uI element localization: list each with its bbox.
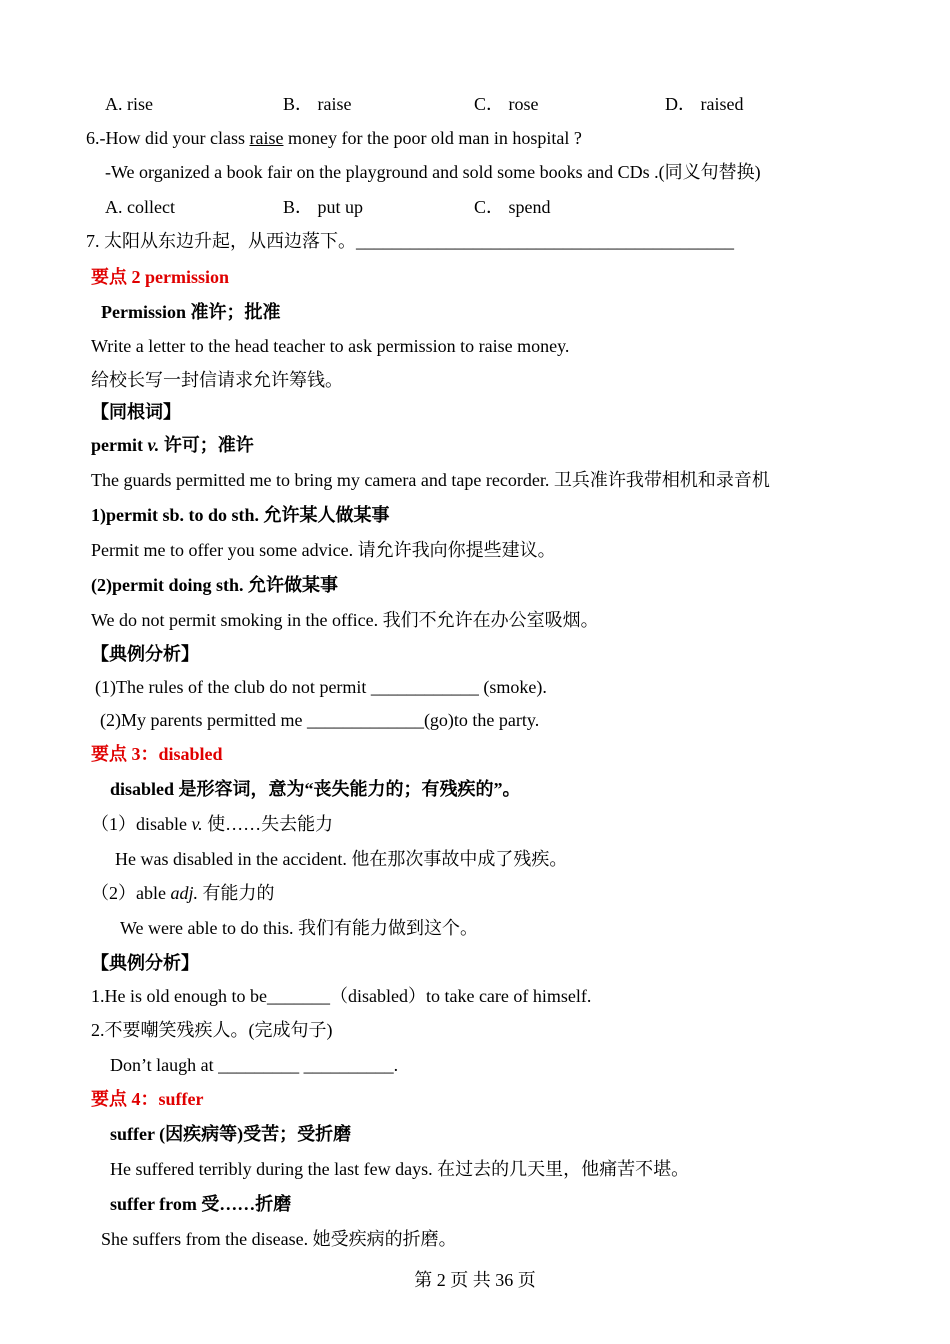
- point2-example-en: Write a letter to the head teacher to ask permission to raise money.: [91, 336, 570, 356]
- q6-answer-line: -We organized a book fair on the playground and sold some books and CDs .(同义句替换): [105, 162, 761, 182]
- q6-option-c: C． spend: [474, 197, 551, 217]
- point2-example-cn: 给校长写一封信请求允许筹钱。: [91, 370, 343, 390]
- q7-question: 7. 太阳从东边升起，从西边落下。__________________________________________: [86, 231, 734, 251]
- point3-item-1-example: He was disabled in the accident. 他在那次事故中成了残疾。: [115, 849, 568, 869]
- permit-definition: [91, 434, 254, 456]
- q6-option-b: B． put up: [283, 197, 364, 217]
- q5-option-c: C． rose: [474, 94, 539, 114]
- point3-exercise-2: 2.不要嘲笑残疾人。(完成句子): [91, 1020, 333, 1040]
- point2-exercise-2: (2)My parents permitted me _____________(go)to the party.: [100, 710, 540, 730]
- item2-prefix: （2）able: [91, 883, 171, 903]
- q6-suffix: money for the poor old man in hospital ?: [283, 128, 582, 148]
- page-footer: 第 2 页 共 36 页: [414, 1270, 536, 1290]
- point2-analysis-heading: 【典例分析】: [91, 644, 199, 664]
- item2-pos: adj.: [170, 883, 198, 903]
- q5-option-a: A. rise: [105, 94, 153, 114]
- item1-meaning: 使……失去能力: [202, 814, 334, 834]
- point3-analysis-heading: 【典例分析】: [91, 953, 199, 973]
- permit-usage-2-example: We do not permit smoking in the office. 我们不允许在办公室吸烟。: [91, 610, 599, 630]
- q6-question: [86, 127, 582, 149]
- point2-heading: 要点 2 permission: [91, 267, 230, 287]
- item1-pos: v.: [191, 814, 203, 834]
- q6-underlined-word: raise: [249, 128, 284, 148]
- q6-prefix: 6.-How did your class: [86, 128, 250, 148]
- point3-definition: disabled 是形容词，意为“丧失能力的；有残疾的”。: [110, 779, 521, 799]
- point4-definition-1: suffer (因疾病等)受苦；受折磨: [110, 1124, 352, 1144]
- point3-item-2-example: We were able to do this. 我们有能力做到这个。: [120, 918, 478, 938]
- permit-example: The guards permitted me to bring my camera and tape recorder. 卫兵准许我带相机和录音机: [91, 470, 770, 490]
- permit-usage-1-example: Permit me to offer you some advice. 请允许我向你提些建议。: [91, 540, 556, 560]
- q6-option-a: A. collect: [105, 197, 175, 217]
- point4-example-2: She suffers from the disease. 她受疾病的折磨。: [101, 1229, 457, 1249]
- permit-usage-1: 1)permit sb. to do sth. 允许某人做某事: [91, 505, 390, 525]
- point4-example-1: He suffered terribly during the last few days. 在过去的几天里，他痛苦不堪。: [110, 1159, 690, 1179]
- point3-heading: 要点 3：disabled: [91, 744, 223, 764]
- q5-option-d: D． raised: [665, 94, 744, 114]
- permit-usage-2: (2)permit doing sth. 允许做某事: [91, 575, 338, 595]
- permit-pos: v.: [147, 435, 160, 455]
- point3-item-2: [91, 882, 275, 904]
- point3-exercise-2-line: Don’t laugh at _________ __________.: [110, 1055, 399, 1075]
- point4-heading: 要点 4：suffer: [91, 1089, 204, 1109]
- point2-exercise-1: (1)The rules of the club do not permit ____________ (smoke).: [95, 677, 547, 697]
- point2-definition: Permission 准许；批准: [101, 302, 281, 322]
- item2-meaning: 有能力的: [198, 883, 275, 903]
- point3-item-1: [91, 813, 333, 835]
- item1-prefix: （1）disable: [91, 814, 192, 834]
- permit-word: permit: [91, 435, 148, 455]
- permit-meaning: 许可；准许: [159, 435, 254, 455]
- point3-exercise-1: 1.He is old enough to be_______（disabled）to take care of himself.: [91, 986, 592, 1006]
- point4-definition-2: suffer from 受……折磨: [110, 1194, 292, 1214]
- point2-cognate-heading: 【同根词】: [91, 402, 181, 422]
- q5-option-b: B． raise: [283, 94, 352, 114]
